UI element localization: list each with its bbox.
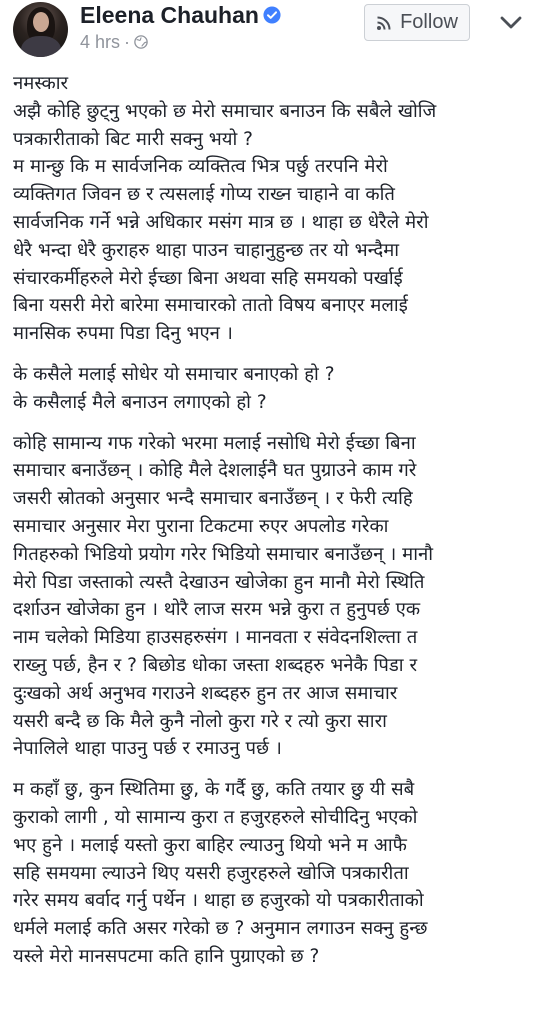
post-paragraph — [13, 430, 533, 764]
post-line: नेपालिले थाहा पाउनु पर्छ र रमाउनु पर्छ । — [13, 738, 282, 760]
post-header — [0, 0, 538, 70]
post-line: धेरै भन्दा धेरै कुराहरु थाहा पाउन चाहानुहुन्छ तर यो भन्दैमा — [13, 239, 400, 261]
post-line: पत्रकारीताको बिट मारी सक्नु भयो ? — [13, 128, 253, 150]
follow-label: Follow — [400, 11, 458, 33]
avatar-body — [21, 36, 61, 57]
verified-badge-icon — [263, 6, 281, 24]
post-line: म मान्छु कि म सार्वजनिक व्यक्तित्व भित्र पर्छु तरपनि मेरो — [13, 156, 388, 178]
post-paragraph — [13, 776, 533, 971]
post-line: व्यक्तिगत जिवन छ र त्यसलाई गोप्य राख्न चाहाने वा कति — [13, 184, 395, 206]
chevron-down-icon — [500, 16, 522, 30]
post-line: नमस्कार — [13, 73, 69, 94]
meta-separator: · — [124, 32, 131, 52]
rss-icon — [376, 15, 392, 31]
post-line: सहि समयमा ल्याउने थिए यसरी हजुरहरुले खोजि पत्रकारीता — [13, 862, 409, 884]
post-meta — [80, 32, 148, 53]
post-line: जसरी स्रोतको अनुसार भन्दै समाचार बनाउँछन् । र फेरी त्यहि — [13, 488, 413, 510]
post-line: अझै कोहि छुट्नु भएको छ मेरो समाचार बनाउन कि सबैले खोजि — [13, 100, 437, 122]
post-line: बिना यसरी मेरो बारेमा समाचारको तातो विषय बनाएर मलाई — [13, 295, 408, 317]
author-name-row[interactable] — [80, 2, 281, 29]
avatar-face — [33, 12, 49, 32]
post-line: भए हुने । मलाई यस्तो कुरा बाहिर ल्याउनु थियो भने म आफै — [13, 834, 407, 856]
author-name[interactable]: Eleena Chauhan — [80, 2, 259, 28]
post-line: गरेर समय बर्वाद गर्नु पर्थेन । थाहा छ हजुरको यो पत्रकारीताको — [13, 890, 424, 912]
post-line: के कसैलाई मैले बनाउन लगाएको हो ? — [13, 391, 267, 413]
post-line: मेरो पिडा जस्ताको त्यस्तै देखाउन खोजेका हुन मानौ मेरो स्थिति — [13, 571, 425, 593]
post-line: मानसिक रुपमा पिडा दिनु भएन । — [13, 323, 233, 345]
post-line: म कहाँ छु, कुन स्थितिमा छु, के गर्दै छु, कति तयार छु यी सबै — [13, 779, 415, 801]
post-line: गितहरुको भिडियो प्रयोग गरेर भिडियो समाचार बनाउँछन् । मानौ — [13, 543, 434, 565]
post-line: यस्ले मेरो मानसपटमा कति हानि पुग्राएको छ ? — [13, 945, 320, 967]
post-line: सार्वजनिक गर्ने भन्ने अधिकार मसंग मात्र छ । थाहा छ धेरैले मेरो — [13, 211, 429, 233]
post-line: नाम चलेको मिडिया हाउसहरुसंग । मानवता र संवेदनशिल्ता त — [13, 627, 418, 649]
globe-icon[interactable] — [134, 35, 148, 49]
post-line: दर्शाउन खोजेका हुन । थोरै लाज सरम भन्ने कुरा त हुनुपर्छ एक — [13, 599, 421, 621]
post-line: यसरी बन्दै छ कि मैले कुनै नोलो कुरा गरे र त्यो कुरा सारा — [13, 710, 387, 732]
post-timestamp[interactable]: 4 hrs — [80, 32, 121, 52]
post-paragraph — [13, 361, 533, 417]
post-paragraph — [13, 70, 533, 348]
post-line: संचारकर्मीहरुले मेरो ईच्छा बिना अथवा सहि समयको पर्खाई — [13, 267, 403, 289]
post-line: समाचार बनाउँछन् । कोहि मैले देशलाईनै घत पुग्राउने काम गरे — [13, 460, 417, 482]
follow-button[interactable] — [364, 4, 470, 41]
profile-avatar[interactable] — [13, 2, 68, 57]
post-line: दुःखको अर्थ अनुभव गराउने शब्दहरु हुन तर आज समाचार — [13, 682, 398, 704]
post-line: धर्मले मलाई कति असर गरेको छ ? अनुमान लगाउन सक्नु हुन्छ — [13, 918, 428, 940]
post-body — [13, 70, 533, 984]
post-line: कोहि सामान्य गफ गरेको भरमा मलाई नसोधि मेरो ईच्छा बिना — [13, 432, 416, 454]
post-options-button[interactable] — [496, 8, 526, 38]
post-line: समाचार अनुसार मेरा पुराना टिकटमा रुएर अपलोड गरेका — [13, 515, 389, 537]
post-line: के कसैले मलाई सोधेर यो समाचार बनाएको हो ? — [13, 363, 335, 385]
post-line: राख्नु पर्छ, हैन र ? बिछोड धोका जस्ता शब्दहरु भनेकै पिडा र — [13, 654, 418, 676]
post-line: कुराको लागी , यो सामान्य कुरा त हजुरहरुले सोचीदिनु भएको — [13, 806, 418, 828]
